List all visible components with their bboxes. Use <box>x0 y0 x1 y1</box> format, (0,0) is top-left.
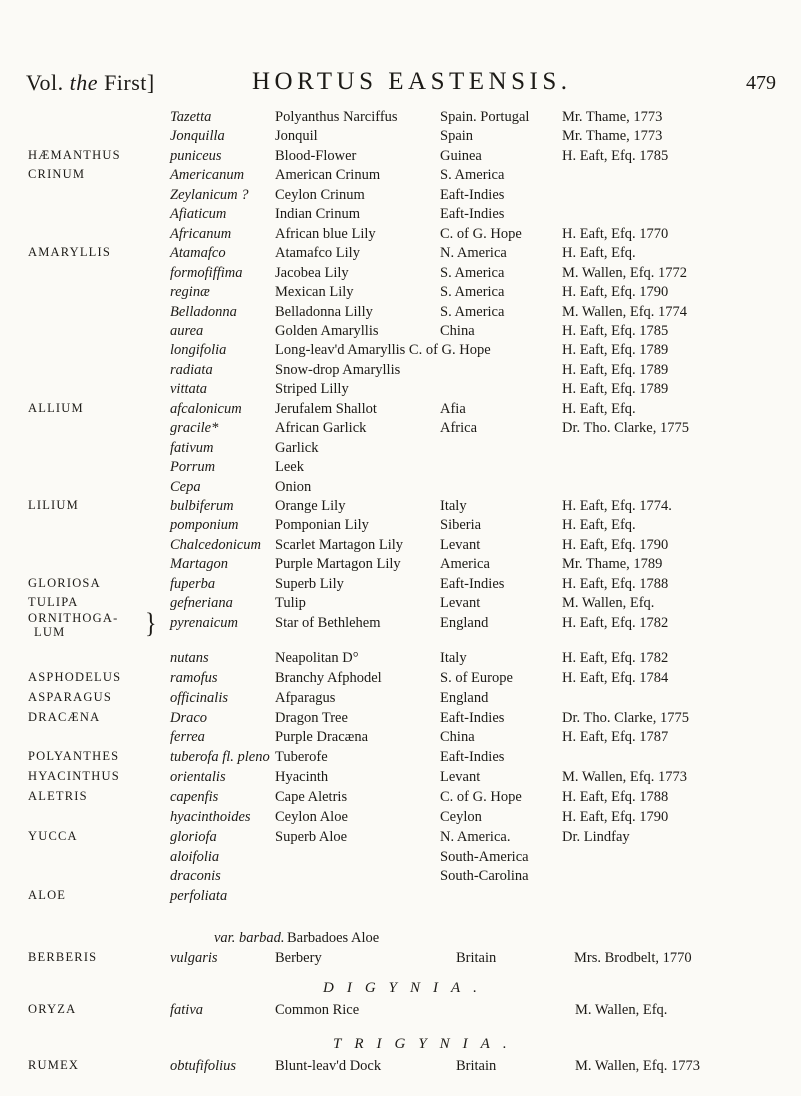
country-cell: Spain. Portugal <box>440 109 530 125</box>
introducer-cell: M. Wallen, Efq. <box>562 595 655 612</box>
common-name-cell: African blue Lily <box>275 225 376 242</box>
introducer-cell: Dr. Lindfay <box>562 828 630 845</box>
common-name-cell: Tuberofe <box>275 749 328 766</box>
table-row <box>0 729 801 749</box>
common-name-cell: Ceylon Crinum <box>275 186 365 203</box>
introducer-cell: Mr. Thame, 1773 <box>562 128 663 145</box>
species-cell: vulgaris <box>170 950 218 966</box>
table-row <box>0 440 801 460</box>
table-row-rumex <box>0 1058 801 1078</box>
table-row <box>0 690 801 710</box>
introducer-cell: H. Eaft, Efq. 1788 <box>562 575 669 592</box>
species-cell: longifolia <box>170 342 227 359</box>
variety-label: var. barbad. <box>214 930 285 946</box>
country-cell: C. of G. Hope <box>440 225 522 242</box>
table-row <box>0 401 801 421</box>
table-row <box>0 420 801 440</box>
introducer-cell: H. Eaft, Efq. 1782 <box>562 650 669 666</box>
introducer-cell: Dr. Tho. Clarke, 1775 <box>562 709 689 726</box>
introducer-cell: H. Eaft, Efq. 1785 <box>562 322 669 339</box>
introducer-cell: H. Eaft, Efq. <box>562 517 636 534</box>
genus-cell: YUCCA <box>28 828 78 843</box>
country-cell: Eaft-Indies <box>440 709 505 726</box>
country-cell: England <box>440 615 489 631</box>
common-name-cell: Jerufalem Shallot <box>275 400 377 417</box>
common-name-cell: Afparagus <box>275 689 336 706</box>
running-title: HORTUS EASTENSIS. <box>252 68 572 95</box>
species-cell: hyacinthoides <box>170 808 251 825</box>
table-row <box>0 576 801 596</box>
introducer-cell: H. Eaft, Efq. 1790 <box>562 808 669 825</box>
genus-cell: RUMEX <box>28 1058 80 1072</box>
species-cell: Draco <box>170 709 208 726</box>
table-row <box>0 206 801 226</box>
genus-cell: ORYZA <box>28 1002 77 1016</box>
species-cell: gefneriana <box>170 595 233 612</box>
introducer-cell: Mr. Thame, 1773 <box>562 109 663 125</box>
common-name-cell: Scarlet Martagon Lily <box>275 536 404 553</box>
introducer-cell: H. Eaft, Efq. 1774. <box>562 498 672 514</box>
species-cell: Americanum <box>170 167 245 184</box>
table-row <box>0 809 801 829</box>
table-row <box>0 265 801 285</box>
species-cell: nutans <box>170 650 209 666</box>
common-name-cell: Common Rice <box>275 1002 360 1018</box>
page-number: 479 <box>746 72 776 94</box>
common-name-cell: Golden Amaryllis <box>275 322 379 339</box>
species-cell: puniceus <box>170 147 222 164</box>
table-row <box>0 381 801 401</box>
introducer-cell: Mrs. Brodbelt, 1770 <box>574 950 692 966</box>
volume-label: Vol. the First] <box>26 70 155 95</box>
common-name-cell: Purple Martagon Lily <box>275 556 401 573</box>
genus-cell: POLYANTHES <box>28 749 120 764</box>
country-cell: Levant <box>440 769 481 786</box>
species-cell: obtufifolius <box>170 1058 237 1074</box>
table-row <box>0 226 801 246</box>
species-cell: pyrenaicum <box>170 615 238 631</box>
species-cell: Cepa <box>170 478 201 495</box>
country-cell: N. America <box>440 245 507 262</box>
common-name-cell: Branchy Afphodel <box>275 669 382 686</box>
species-cell: capenfis <box>170 788 219 805</box>
introducer-cell: H. Eaft, Efq. 1784 <box>562 669 669 686</box>
species-cell: Belladonna <box>170 303 237 320</box>
table-row <box>0 362 801 382</box>
table-row <box>0 517 801 537</box>
common-name-cell: Snow-drop Amaryllis <box>275 361 401 378</box>
common-name-cell: Dragon Tree <box>275 709 348 726</box>
species-cell: gracile* <box>170 420 219 437</box>
species-cell: vittata <box>170 381 208 398</box>
common-name-cell: Leek <box>275 459 304 476</box>
species-cell: Jonquilla <box>170 128 225 145</box>
genus-cell: GLORIOSA <box>28 575 101 590</box>
genus-cell: DRACÆNA <box>28 709 101 724</box>
species-cell: Tazetta <box>170 109 212 125</box>
country-cell: Levant <box>440 595 481 612</box>
country-cell: Spain <box>440 128 474 145</box>
common-name-cell: Star of Bethlehem <box>275 615 381 631</box>
country-cell: England <box>440 689 489 706</box>
common-name-cell: Pomponian Lily <box>275 517 369 534</box>
genus-brace: } <box>145 608 157 640</box>
country-cell: South-Carolina <box>440 868 529 885</box>
genus-cell: HYACINTHUS <box>28 769 120 784</box>
introducer-cell: M. Wallen, Efq. <box>575 1002 668 1018</box>
country-cell: America <box>440 556 490 573</box>
table-row <box>0 829 801 849</box>
country-cell: Siberia <box>440 517 482 534</box>
common-name-cell: Hyacinth <box>275 769 329 786</box>
species-cell: pomponium <box>170 517 239 534</box>
species-cell: Porrum <box>170 459 216 476</box>
table-row <box>0 670 801 690</box>
country-cell: Africa <box>440 420 478 437</box>
country-cell: S. America <box>440 284 505 301</box>
country-cell: S. America <box>440 303 505 320</box>
common-name-cell: Onion <box>275 478 312 495</box>
common-name-cell: Purple Dracæna <box>275 729 369 746</box>
common-name-cell: Neapolitan D° <box>275 650 359 666</box>
genus-cell: ORNITHOGA- LUM <box>28 611 119 639</box>
common-name-cell: Blunt-leav'd Dock <box>275 1058 382 1074</box>
introducer-cell: H. Eaft, Efq. <box>562 400 636 417</box>
genus-cell: CRINUM <box>28 167 86 182</box>
species-cell: radiata <box>170 361 213 378</box>
country-cell: Guinea <box>440 147 482 164</box>
table-row <box>0 109 801 129</box>
species-cell: afcalonicum <box>170 400 242 417</box>
table-row-berberis <box>0 950 801 970</box>
species-cell: fuperba <box>170 575 216 592</box>
table-row <box>0 650 801 670</box>
table-row <box>0 888 801 908</box>
table-row <box>0 245 801 265</box>
table-row <box>0 537 801 557</box>
common-name-cell: Jonquil <box>275 128 318 145</box>
country-cell: Italy <box>440 650 467 666</box>
table-row <box>0 789 801 809</box>
table-row <box>0 868 801 888</box>
introducer-cell: Dr. Tho. Clarke, 1775 <box>562 420 689 437</box>
country-cell: Afia <box>440 400 466 417</box>
genus-cell: HÆMANTHUS <box>28 147 121 162</box>
species-cell: orientalis <box>170 769 226 786</box>
introducer-cell: H. Eaft, Efq. <box>562 245 636 262</box>
introducer-cell: H. Eaft, Efq. 1787 <box>562 729 669 746</box>
genus-cell: TULIPA <box>28 595 79 610</box>
common-name-cell: Belladonna Lilly <box>275 303 373 320</box>
table-row <box>0 323 801 343</box>
country-cell: Britain <box>456 1058 497 1074</box>
genus-cell: BERBERIS <box>28 950 98 964</box>
introducer-cell: H. Eaft, Efq. 1785 <box>562 147 669 164</box>
genus-cell: ALOE <box>28 888 67 903</box>
section-heading-digynia: DIGYNIA. <box>323 980 490 996</box>
table-row <box>0 284 801 304</box>
introducer-cell: H. Eaft, Efq. 1790 <box>562 536 669 553</box>
introducer-cell: M. Wallen, Efq. 1774 <box>562 303 688 320</box>
common-name-cell: Superb Aloe <box>275 828 348 845</box>
common-name-cell: Long-leav'd Amaryllis C. of G. Hope <box>275 342 491 359</box>
table-row <box>0 342 801 362</box>
table-row-oryza <box>0 1002 801 1022</box>
genus-cell: ALETRIS <box>28 788 88 803</box>
species-cell: Martagon <box>170 556 228 573</box>
table-row <box>0 498 801 518</box>
common-name-cell: Tulip <box>275 595 306 612</box>
table-row <box>0 595 801 615</box>
species-cell: ferrea <box>170 729 205 746</box>
country-cell: Levant <box>440 536 481 553</box>
country-cell: S. of Europe <box>440 669 513 686</box>
genus-cell: ALLIUM <box>28 400 84 415</box>
introducer-cell: H. Eaft, Efq. 1782 <box>562 615 669 631</box>
species-cell: bulbiferum <box>170 498 234 514</box>
country-cell: Britain <box>456 950 497 966</box>
table-row <box>0 749 801 769</box>
table-row <box>0 710 801 730</box>
introducer-cell: H. Eaft, Efq. 1789 <box>562 342 669 359</box>
country-cell: Eaft-Indies <box>440 749 505 766</box>
common-name-cell: Polyanthus Narciffus <box>275 109 398 125</box>
introducer-cell: H. Eaft, Efq. 1790 <box>562 284 669 301</box>
species-cell: Zeylanicum ? <box>170 186 249 203</box>
country-cell: C. of G. Hope <box>440 788 522 805</box>
species-cell: aloifolia <box>170 848 220 865</box>
common-name-cell: Barbadoes Aloe <box>287 930 380 946</box>
country-cell: South-America <box>440 848 529 865</box>
table-row-ornithogalum <box>0 608 801 645</box>
common-name-cell: Jacobea Lily <box>275 264 349 281</box>
genus-cell: LILIUM <box>28 498 79 512</box>
introducer-cell: M. Wallen, Efq. 1773 <box>575 1058 701 1074</box>
country-cell: S. America <box>440 264 505 281</box>
country-cell: S. America <box>440 167 505 184</box>
country-cell: Ceylon <box>440 808 482 825</box>
common-name-cell: Superb Lily <box>275 575 344 592</box>
table-row <box>0 148 801 168</box>
introducer-cell: H. Eaft, Efq. 1788 <box>562 788 669 805</box>
common-name-cell: Blood-Flower <box>275 147 357 164</box>
species-cell: perfoliata <box>170 888 228 905</box>
species-cell: gloriofa <box>170 828 217 845</box>
introducer-cell: Mr. Thame, 1789 <box>562 556 663 573</box>
species-cell: reginæ <box>170 284 210 301</box>
species-cell: formofiffima <box>170 264 243 281</box>
species-cell: Afiaticum <box>170 206 227 223</box>
table-row <box>0 459 801 479</box>
introducer-cell: M. Wallen, Efq. 1772 <box>562 264 688 281</box>
common-name-cell: Orange Lily <box>275 498 346 514</box>
common-name-cell: Mexican Lily <box>275 284 354 301</box>
country-cell: Eaft-Indies <box>440 186 505 203</box>
common-name-cell: Garlick <box>275 439 319 456</box>
species-cell: Africanum <box>170 225 232 242</box>
common-name-cell: Ceylon Aloe <box>275 808 348 825</box>
table-row <box>0 479 801 499</box>
table-row <box>0 167 801 187</box>
table-row <box>0 769 801 789</box>
section-heading-trigynia: TRIGYNIA. <box>333 1036 520 1052</box>
common-name-cell: Indian Crinum <box>275 206 360 223</box>
table-row <box>0 128 801 148</box>
table-row <box>0 849 801 869</box>
table-row <box>0 556 801 576</box>
introducer-cell: H. Eaft, Efq. 1770 <box>562 225 669 242</box>
country-cell: Eaft-Indies <box>440 575 505 592</box>
introducer-cell: H. Eaft, Efq. 1789 <box>562 381 669 398</box>
species-cell: draconis <box>170 868 221 885</box>
page-header <box>0 70 801 104</box>
species-cell: officinalis <box>170 689 228 706</box>
country-cell: China <box>440 729 475 746</box>
country-cell: Italy <box>440 498 467 514</box>
species-cell: fativum <box>170 439 214 456</box>
common-name-cell: Berbery <box>275 950 322 966</box>
species-cell: fativa <box>170 1002 204 1018</box>
table-row <box>0 187 801 207</box>
genus-cell: AMARYLLIS <box>28 245 112 260</box>
species-cell: Atamafco <box>170 245 226 262</box>
country-cell: China <box>440 322 475 339</box>
species-cell: tuberofa fl. pleno <box>170 749 270 766</box>
genus-cell: ASPHODELUS <box>28 669 122 684</box>
species-cell: Chalcedonicum <box>170 536 262 553</box>
introducer-cell: H. Eaft, Efq. 1789 <box>562 361 669 378</box>
common-name-cell: Striped Lilly <box>275 381 349 398</box>
species-cell: aurea <box>170 322 204 339</box>
common-name-cell: African Garlick <box>275 420 367 437</box>
country-cell: N. America. <box>440 828 511 845</box>
table-row <box>0 304 801 324</box>
country-cell: Eaft-Indies <box>440 206 505 223</box>
introducer-cell: M. Wallen, Efq. 1773 <box>562 769 688 786</box>
common-name-cell: American Crinum <box>275 167 381 184</box>
genus-cell: ASPARAGUS <box>28 689 112 704</box>
common-name-cell: Atamafco Lily <box>275 245 360 262</box>
species-cell: ramofus <box>170 669 218 686</box>
table-row-aloe-variety <box>0 930 801 950</box>
common-name-cell: Cape Aletris <box>275 788 348 805</box>
